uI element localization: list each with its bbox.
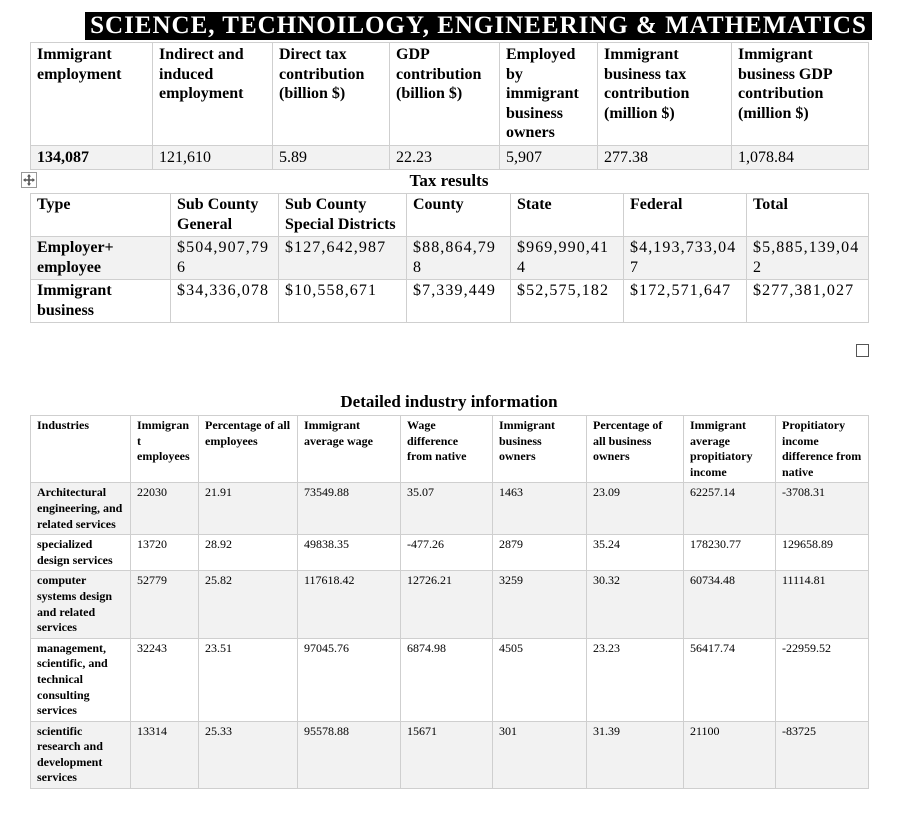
summary-header-cell: Immigrant business tax contribution (million $) <box>598 43 732 146</box>
industry-header-cell: Immigrant employees <box>131 416 199 483</box>
tax-value-cell: $34,336,078 <box>171 280 279 323</box>
industry-value-cell: 52779 <box>131 571 199 638</box>
summary-header-cell: Employed by immigrant business owners <box>500 43 598 146</box>
industry-value-cell: 178230.77 <box>684 535 776 571</box>
industry-name-cell: scientific research and development services <box>31 721 131 788</box>
industry-value-cell: 301 <box>493 721 587 788</box>
tax-results-heading: Tax results <box>409 171 489 190</box>
tax-value-cell: $504,907,796 <box>171 237 279 280</box>
industry-data-row <box>31 638 869 721</box>
tax-header-cell: County <box>407 194 511 237</box>
summary-header-cell: Direct tax contribution (billion $) <box>273 43 390 146</box>
industry-value-cell: -477.26 <box>401 535 493 571</box>
industry-value-cell: 11114.81 <box>776 571 869 638</box>
industry-value-cell: 35.07 <box>401 483 493 535</box>
summary-value-cell: 22.23 <box>390 145 500 170</box>
tax-results-table <box>30 193 869 323</box>
summary-value-cell: 277.38 <box>598 145 732 170</box>
industry-value-cell: 28.92 <box>199 535 298 571</box>
industry-value-cell: 60734.48 <box>684 571 776 638</box>
industry-data-row <box>31 721 869 788</box>
industry-header-row <box>31 416 869 483</box>
industry-value-cell: 2879 <box>493 535 587 571</box>
industry-value-cell: 21.91 <box>199 483 298 535</box>
tax-data-row <box>31 237 869 280</box>
industry-value-cell: 22030 <box>131 483 199 535</box>
industry-value-cell: -3708.31 <box>776 483 869 535</box>
tax-value-cell: $7,339,449 <box>407 280 511 323</box>
industry-header-cell: Wage difference from native <box>401 416 493 483</box>
industry-value-cell: -22959.52 <box>776 638 869 721</box>
tax-header-cell: Federal <box>624 194 747 237</box>
tax-type-cell: Employer+ employee <box>31 237 171 280</box>
industry-data-row <box>31 535 869 571</box>
table-resize-handle[interactable] <box>856 344 869 357</box>
industry-value-cell: 25.82 <box>199 571 298 638</box>
summary-value-cell: 134,087 <box>31 145 153 170</box>
tax-type-cell: Immigrant business <box>31 280 171 323</box>
industry-value-cell: 12726.21 <box>401 571 493 638</box>
industry-value-cell: 6874.98 <box>401 638 493 721</box>
industry-header-cell: Industries <box>31 416 131 483</box>
industry-value-cell: 23.51 <box>199 638 298 721</box>
industry-value-cell: 25.33 <box>199 721 298 788</box>
tax-value-cell: $277,381,027 <box>747 280 869 323</box>
tax-value-cell: $969,990,414 <box>511 237 624 280</box>
industry-value-cell: 129658.89 <box>776 535 869 571</box>
industry-name-cell: management, scientific, and technical consulting services <box>31 638 131 721</box>
industry-value-cell: 13314 <box>131 721 199 788</box>
summary-header-row <box>31 43 869 146</box>
tax-value-cell: $88,864,798 <box>407 237 511 280</box>
industry-value-cell: 35.24 <box>587 535 684 571</box>
industry-value-cell: 49838.35 <box>298 535 401 571</box>
industry-value-cell: 95578.88 <box>298 721 401 788</box>
industry-value-cell: 56417.74 <box>684 638 776 721</box>
summary-table <box>30 42 869 170</box>
tax-value-cell: $52,575,182 <box>511 280 624 323</box>
summary-header-cell: Indirect and induced employment <box>153 43 273 146</box>
industry-header-cell: Immigrant business owners <box>493 416 587 483</box>
summary-header-cell: Immigrant employment <box>31 43 153 146</box>
summary-data-row <box>31 145 869 170</box>
summary-value-cell: 1,078.84 <box>732 145 869 170</box>
tax-data-row <box>31 280 869 323</box>
industry-value-cell: 3259 <box>493 571 587 638</box>
industry-value-cell: 15671 <box>401 721 493 788</box>
industry-data-row <box>31 571 869 638</box>
industry-info-heading: Detailed industry information <box>340 392 558 411</box>
tax-value-cell: $5,885,139,042 <box>747 237 869 280</box>
industry-value-cell: 97045.76 <box>298 638 401 721</box>
industry-header-cell: Propitiatory income difference from native <box>776 416 869 483</box>
tax-value-cell: $4,193,733,047 <box>624 237 747 280</box>
tax-header-cell: Type <box>31 194 171 237</box>
tax-header-row <box>31 194 869 237</box>
industry-name-cell: Architectural engineering, and related services <box>31 483 131 535</box>
industry-value-cell: 13720 <box>131 535 199 571</box>
page-title: SCIENCE, TECHNOILOGY, ENGINEERING & MATHEMATICS <box>85 12 872 40</box>
industry-value-cell: 117618.42 <box>298 571 401 638</box>
industry-header-cell: Immigrant average wage <box>298 416 401 483</box>
industry-header-cell: Percentage of all employees <box>199 416 298 483</box>
industry-value-cell: 21100 <box>684 721 776 788</box>
industry-value-cell: 23.23 <box>587 638 684 721</box>
industry-value-cell: 1463 <box>493 483 587 535</box>
tax-header-cell: State <box>511 194 624 237</box>
industry-data-row <box>31 483 869 535</box>
industry-value-cell: 32243 <box>131 638 199 721</box>
industry-header-cell: Percentage of all business owners <box>587 416 684 483</box>
industry-value-cell: 73549.88 <box>298 483 401 535</box>
industry-name-cell: specialized design services <box>31 535 131 571</box>
summary-value-cell: 5,907 <box>500 145 598 170</box>
summary-header-cell: GDP contribution (billion $) <box>390 43 500 146</box>
tax-header-cell: Sub County General <box>171 194 279 237</box>
tax-value-cell: $127,642,987 <box>279 237 407 280</box>
industry-value-cell: -83725 <box>776 721 869 788</box>
summary-value-cell: 5.89 <box>273 145 390 170</box>
tax-header-cell: Total <box>747 194 869 237</box>
industry-value-cell: 23.09 <box>587 483 684 535</box>
tax-value-cell: $172,571,647 <box>624 280 747 323</box>
industry-table <box>30 415 869 789</box>
tax-value-cell: $10,558,671 <box>279 280 407 323</box>
industry-name-cell: computer systems design and related services <box>31 571 131 638</box>
summary-header-cell: Immigrant business GDP contribution (million $) <box>732 43 869 146</box>
tax-header-cell: Sub County Special Districts <box>279 194 407 237</box>
industry-value-cell: 62257.14 <box>684 483 776 535</box>
summary-value-cell: 121,610 <box>153 145 273 170</box>
industry-value-cell: 4505 <box>493 638 587 721</box>
industry-header-cell: Immigrant average propitiatory income <box>684 416 776 483</box>
industry-value-cell: 30.32 <box>587 571 684 638</box>
industry-value-cell: 31.39 <box>587 721 684 788</box>
